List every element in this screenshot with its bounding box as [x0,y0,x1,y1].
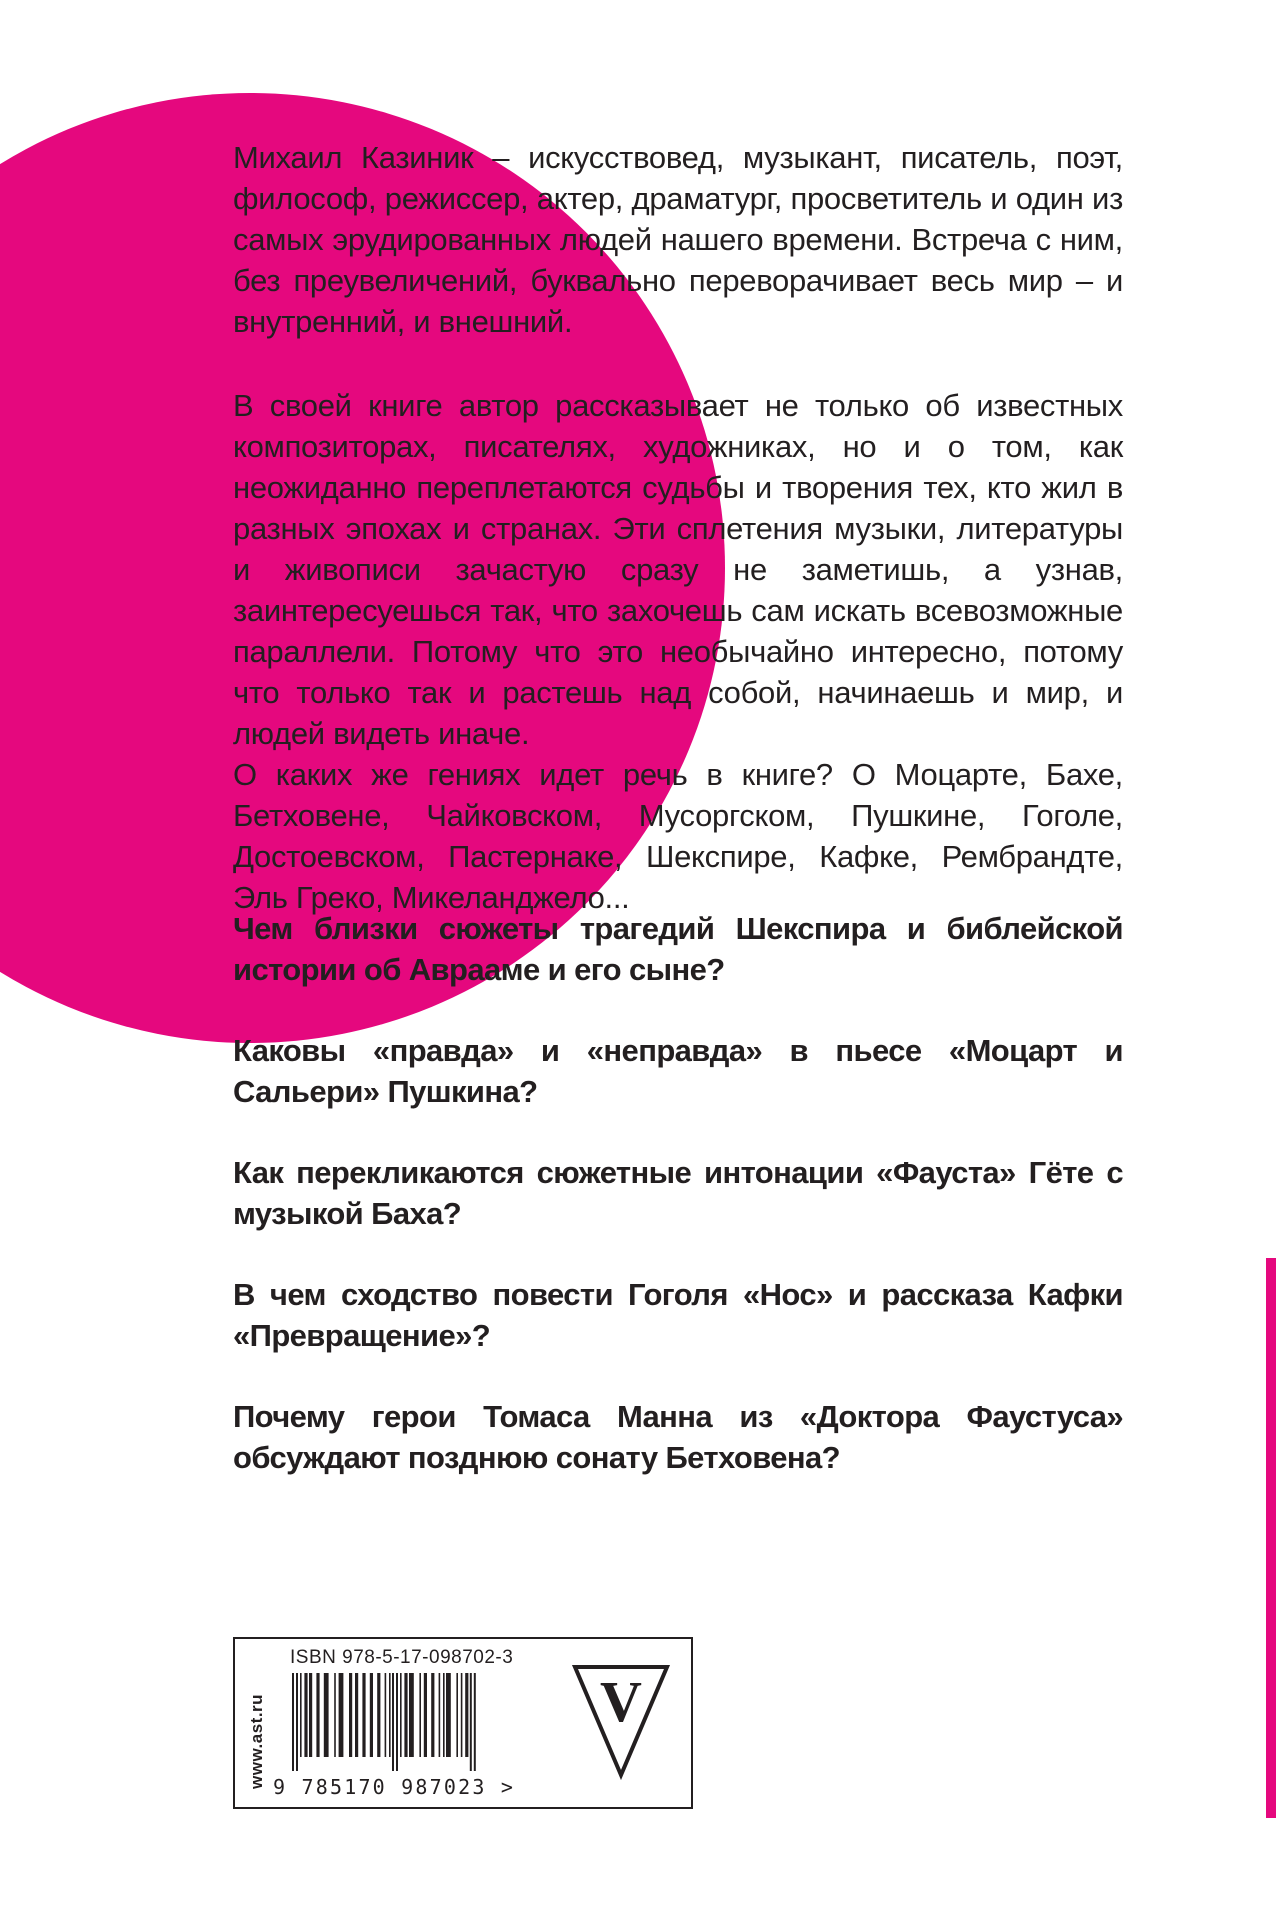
barcode-bar [465,1673,468,1757]
barcode-bar [424,1673,427,1757]
barcode-bar [316,1673,319,1757]
questions-list [233,908,1123,1518]
question-item: В чем сходство повести Гоголя «Нос» и рассказа Кафки «Превращение»? [233,1277,1123,1353]
barcode-bar [385,1673,387,1757]
barcode-bar [370,1673,373,1757]
barcode-bar [474,1673,476,1771]
barcode-icon [292,1673,542,1771]
barcode-bar [470,1673,472,1771]
barcode-digits: 9 785170 987023 > [273,1775,516,1799]
description-paragraph-geniuses: О каких же гениях идет речь в книге? О Моцарте, Бахе, Бетховене, Чайковском, Мусоргском, Пушкине, Гоголе, Достоевском, Пастернаке, Шекспире, Кафке, Рембрандте, Эль Греко, Микеланджело... [233,757,1123,915]
barcode-bar [400,1673,402,1757]
barcode-bar [389,1673,391,1757]
description-paragraph-content: В своей книге автор рассказывает не только об известных композиторах, писателях, художниках, но и о том, как неожиданно переплетаются судьбы и творения тех, кто жил в разных эпохах и странах. Эти сплетения музыки, литературы и живописи зачастую сразу не заметишь, а узнав, заинтересуешься так, что захочешь сам искать всевозможные параллели. Потому что это необычайно интересно, потому что только так и растешь над собой, начинаешь и мир, и людей видеть иначе. [233,388,1123,751]
barcode-bar [419,1673,421,1757]
barcode-panel [233,1637,693,1809]
barcode-bar [349,1673,352,1757]
barcode-bar [396,1673,398,1771]
description-paragraph-author: Михаил Казиник – искусствовед, музыкант, писатель, поэт, философ, режиссер, актер, драматург, просветитель и один из самых эрудированных людей нашего времени. Встреча с ним, без преувеличений, буквально переворачивает весь мир – и внутренний, и внешний. [233,140,1123,339]
barcode-bar [392,1673,394,1771]
barcode-bar [300,1673,302,1757]
barcode-bar [431,1673,434,1757]
barcode-bar [404,1673,407,1757]
barcode-bar [309,1673,312,1757]
barcode-bar [443,1673,445,1757]
barcode-bar [377,1673,380,1757]
publisher-website: www.ast.ru [247,1693,266,1789]
barcode-bar [456,1673,458,1757]
question-item: Почему герои Томаса Манна из «Доктора Фаустуса» обсуждают позднюю сонату Бетховена? [233,1399,1123,1475]
barcode-bar [461,1673,463,1757]
barcode-bar [296,1673,298,1771]
barcode-bar [339,1673,344,1757]
barcode-bar [292,1673,294,1771]
barcode-bar [304,1673,307,1757]
barcode-bar [409,1673,414,1757]
question-item: Чем близки сюжеты трагедий Шекспира и библейской истории об Аврааме и его сыне? [233,911,1123,987]
question-item: Каковы «правда» и «неправда» в пьесе «Моцарт и Сальери» Пушкина? [233,1033,1123,1109]
magenta-edge-stripe [1266,1258,1276,1818]
isbn-label: ISBN 978-5-17-098702-3 [290,1647,514,1668]
publisher-logo-icon [571,1663,671,1783]
question-item: Как перекликаются сюжетные интонации «Фауста» Гёте с музыкой Баха? [233,1155,1123,1231]
barcode-bar [439,1673,441,1757]
barcode-bar [324,1673,329,1757]
logo-letter: V [600,1669,642,1734]
book-description [233,137,1123,918]
barcode-bar [334,1673,336,1757]
barcode-bar [362,1673,365,1757]
barcode-bar [446,1673,451,1757]
barcode-bar [355,1673,358,1757]
